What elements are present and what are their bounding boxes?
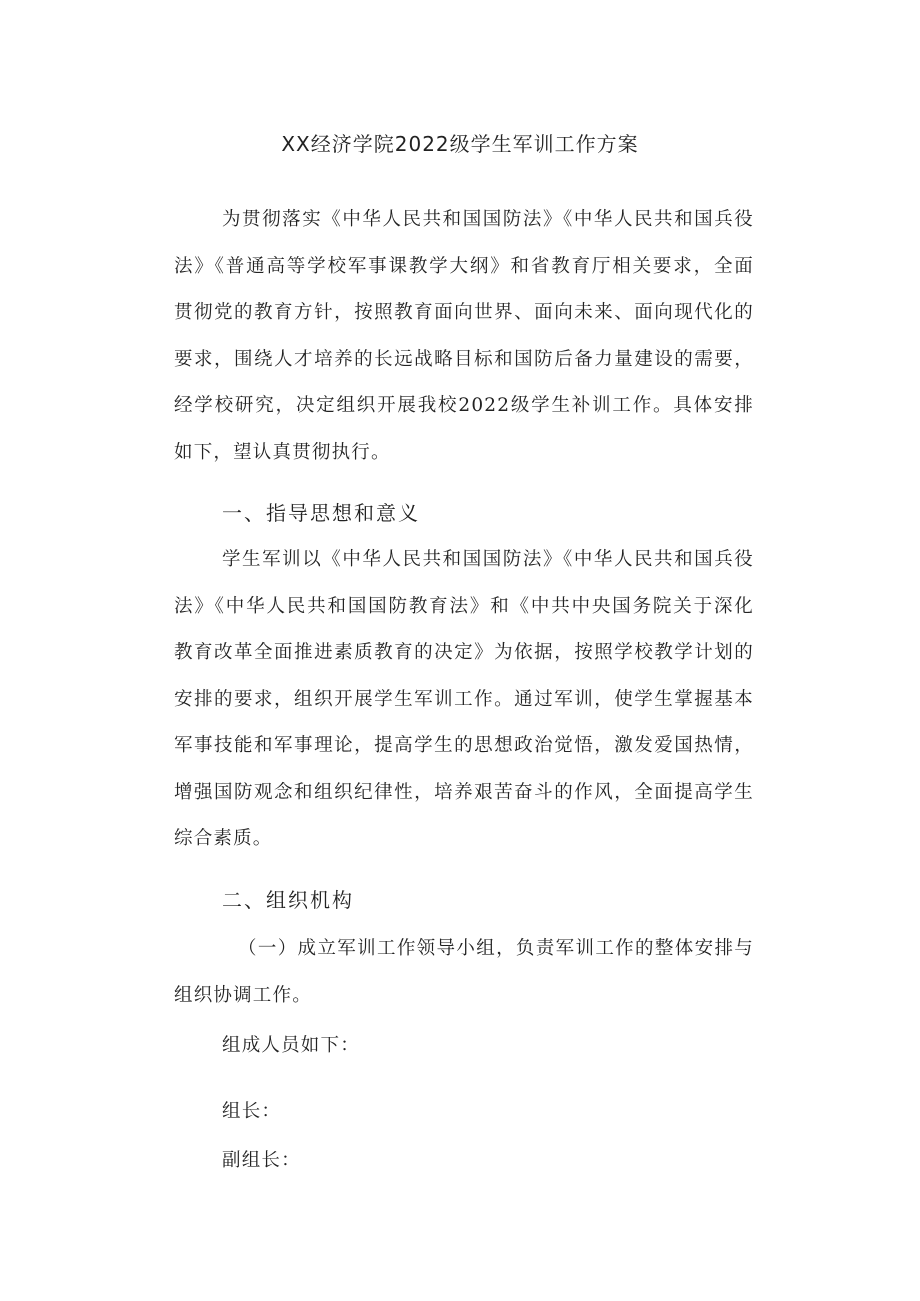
leader-block	[174, 1089, 754, 1135]
section-2-item-1: （一）成立军训工作领导小组，负责军训工作的整体安排与组织协调工作。	[174, 938, 754, 1006]
deputy-leader-block	[174, 1138, 754, 1184]
deputy-leader-line: 副组长：	[222, 1150, 301, 1171]
section-1-paragraph: 学生军训以《中华人民共和国国防法》《中华人民共和国兵役法》《中华人民共和国国防教育法》和《中共中央国务院关于深化教育改革全面推进素质教育的决定》为依据，按照学校教学计划的安排的要求，组织开展学生军训工作。通过军训，使学生掌握基本军事技能和军事理论，提高学生的思想政治觉悟，激发爱国热情，增强国防观念和组织纪律性，培养艰苦奋斗的作风，全面提高学生综合素质。	[174, 549, 754, 849]
section-2-item-block	[174, 926, 754, 1019]
intro-block	[174, 197, 754, 476]
leader-line: 组长：	[222, 1101, 282, 1122]
section-1	[174, 490, 754, 536]
document-title: XX经济学院2022级学生军训工作方案	[281, 132, 639, 156]
members-intro: 组成人员如下：	[222, 1035, 360, 1056]
intro-paragraph: 为贯彻落实《中华人民共和国国防法》《中华人民共和国兵役法》《普通高等学校军事课教学大纲》和省教育厅相关要求，全面贯彻党的教育方针，按照教育面向世界、面向未来、面向现代化的要求，围绕人才培养的长远战略目标和国防后备力量建设的需要，经学校研究，决定组织开展我校2022级学生补训工作。具体安排如下，望认真贯彻执行。	[174, 209, 754, 463]
section-1-body-block	[174, 537, 754, 863]
section-1-heading: 一、指导思想和意义	[222, 501, 420, 525]
members-intro-block	[174, 1023, 754, 1069]
section-2	[174, 877, 754, 923]
section-2-heading: 二、组织机构	[222, 888, 354, 912]
